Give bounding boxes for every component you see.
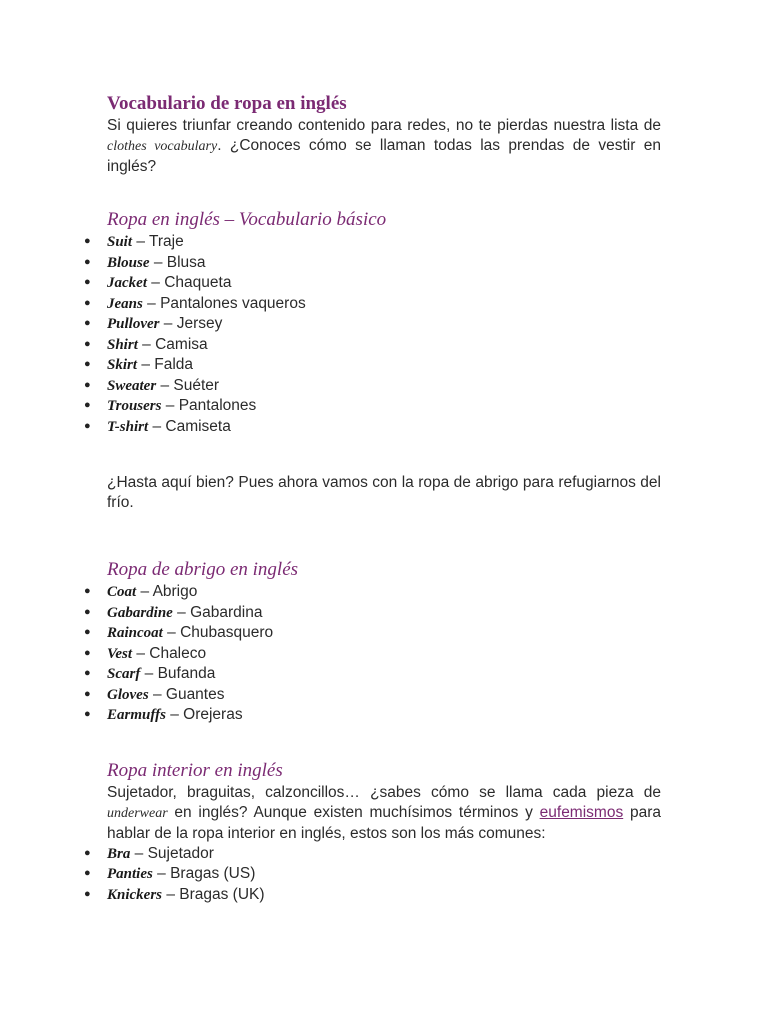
transition-paragraph: ¿Hasta aquí bien? Pues ahora vamos con la ropa de abrigo para refugiarnos del frío.: [107, 474, 661, 511]
bullet-icon: ●: [84, 846, 91, 859]
bullet-icon: ●: [84, 296, 91, 309]
list-item: [84, 864, 661, 885]
english-term: Gabardine: [107, 604, 173, 621]
bullet-icon: ●: [84, 255, 91, 268]
spanish-translation: – Pantalones: [161, 397, 257, 414]
list-item: [84, 232, 661, 253]
bullet-icon: ●: [84, 337, 91, 350]
spanish-translation: – Blusa: [149, 253, 206, 271]
bullet-icon: ●: [84, 276, 91, 288]
spanish-translation: – Sujetador: [130, 844, 214, 862]
list-item: [84, 417, 661, 438]
list-item: [84, 582, 661, 603]
bullet-icon: ●: [84, 399, 91, 411]
bullet-icon: ●: [84, 585, 91, 597]
intro-paragraph: [107, 116, 661, 177]
english-term: Gloves: [107, 686, 149, 703]
spanish-translation: – Bragas (US): [152, 865, 256, 882]
english-term: Shirt: [107, 336, 138, 353]
list-item: [84, 705, 661, 726]
list-item: [84, 273, 661, 294]
section-heading-underwear: Ropa interior en inglés: [107, 759, 283, 781]
list-item: [84, 355, 661, 376]
intro-italic-term: clothes vocabulary: [107, 139, 218, 154]
list-item: [84, 253, 661, 274]
spanish-translation: – Pantalones vaqueros: [142, 294, 306, 312]
english-term: Earmuffs: [107, 707, 166, 723]
intro-text-2: . ¿Conoces cómo se llaman todas las prendas de vestir en inglés?: [107, 137, 661, 175]
bullet-icon: ●: [84, 708, 91, 720]
spanish-translation: – Falda: [137, 356, 194, 373]
spanish-translation: – Camiseta: [148, 417, 231, 435]
list-item: [84, 335, 661, 356]
english-term: Raincoat: [107, 625, 163, 641]
list-item: [84, 603, 661, 624]
spanish-translation: – Guantes: [148, 685, 225, 703]
warm-clothing-list: [84, 582, 661, 726]
spanish-translation: – Jersey: [159, 315, 223, 332]
underwear-paragraph: [107, 783, 661, 844]
section-heading-basic: Ropa en inglés – Vocabulario básico: [107, 209, 387, 230]
eufemismos-link[interactable]: eufemismos: [539, 803, 624, 821]
english-term: Skirt: [107, 357, 138, 373]
bullet-icon: ●: [84, 605, 91, 618]
spanish-translation: – Suéter: [156, 376, 220, 394]
spanish-translation: – Gabardina: [172, 603, 263, 621]
bullet-icon: ●: [84, 626, 91, 638]
list-item: [84, 623, 661, 644]
spanish-translation: – Chaqueta: [146, 274, 232, 291]
english-term: Panties: [107, 866, 153, 882]
english-term: Blouse: [107, 254, 150, 271]
spanish-translation: – Chubasquero: [162, 624, 274, 641]
spanish-translation: – Traje: [132, 233, 184, 250]
list-item: [84, 376, 661, 397]
english-term: Jeans: [107, 295, 143, 312]
list-item: [84, 314, 661, 335]
underwear-list: [84, 844, 661, 906]
list-item: [84, 294, 661, 315]
bullet-icon: ●: [84, 317, 91, 329]
spanish-translation: – Bragas (UK): [162, 885, 265, 903]
spanish-translation: – Abrigo: [136, 583, 198, 600]
intro-text-1: Si quieres triunfar creando contenido para redes, no te pierdas nuestra lista de: [107, 117, 661, 134]
list-item: [84, 885, 661, 906]
english-term: Bra: [107, 845, 131, 862]
list-item: [84, 644, 661, 665]
bullet-icon: ●: [84, 867, 91, 879]
bullet-icon: ●: [84, 358, 91, 370]
english-term: Pullover: [107, 316, 160, 332]
underwear-text-1: Sujetador, braguitas, calzoncillos… ¿sabes cómo se llama cada pieza de: [107, 783, 661, 801]
english-term: Vest: [107, 645, 133, 662]
english-term: Sweater: [107, 377, 157, 394]
page-title: Vocabulario de ropa en inglés: [107, 93, 347, 114]
list-item: [84, 664, 661, 685]
english-term: Scarf: [107, 666, 141, 682]
spanish-translation: – Orejeras: [165, 706, 243, 723]
document-page: [84, 92, 661, 905]
bullet-icon: ●: [84, 646, 91, 659]
spanish-translation: – Bufanda: [140, 665, 216, 682]
bullet-icon: ●: [84, 687, 91, 700]
basic-vocabulary-list: [84, 232, 661, 437]
english-term: Coat: [107, 584, 137, 600]
bullet-icon: ●: [84, 235, 91, 247]
section-heading-warm: Ropa de abrigo en inglés: [107, 559, 299, 580]
spanish-translation: – Chaleco: [132, 644, 207, 662]
english-term: Jacket: [107, 275, 147, 291]
underwear-italic-term: underwear: [107, 805, 168, 821]
english-term: T-shirt: [107, 418, 149, 435]
spanish-translation: – Camisa: [137, 335, 208, 353]
underwear-text-2: en inglés? Aunque existen muchísimos términos y: [167, 803, 540, 821]
list-item: [84, 685, 661, 706]
bullet-icon: ●: [84, 419, 91, 432]
underwear-text-3: para hablar de la ropa interior en inglés, estos son los más comunes:: [107, 803, 661, 842]
list-item: [84, 844, 661, 865]
bullet-icon: ●: [84, 887, 91, 900]
list-item: [84, 396, 661, 417]
english-term: Trousers: [107, 398, 162, 414]
english-term: Suit: [107, 234, 133, 250]
bullet-icon: ●: [84, 667, 91, 679]
bullet-icon: ●: [84, 378, 91, 391]
english-term: Knickers: [107, 886, 163, 903]
